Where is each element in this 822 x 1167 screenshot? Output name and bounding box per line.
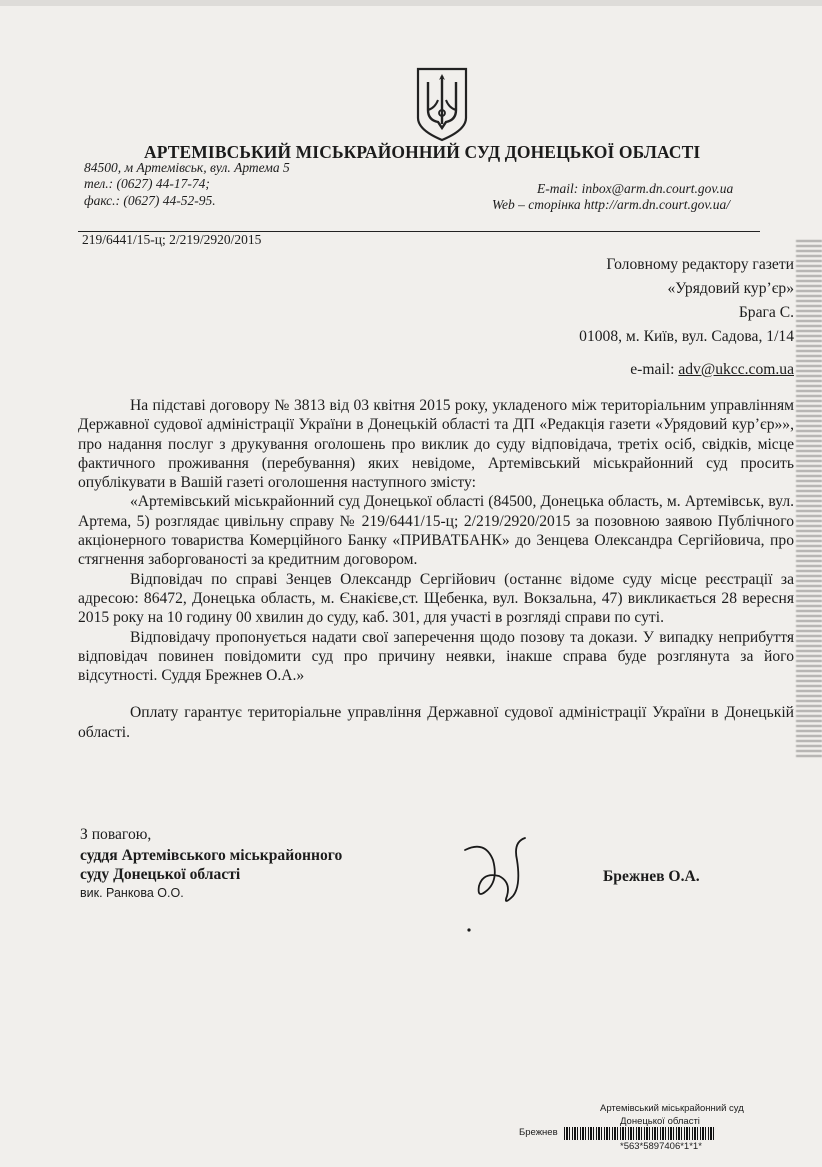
scan-edge-top — [0, 0, 822, 6]
body-paragraph-3: Відповідач по справі Зенцев Олександр Сергійович (останнє відоме суду місце реєстрації за адресою: 86472, Донецька область, м. Єнакієве,ст. Щебенка, вул. Вокзальна, 47) викликається 28 вересня 2015 року на 10 годину 00 хвилин до суду, каб. 301, для участі в розгляді справи по суті. — [78, 570, 794, 627]
recipient-email-link[interactable]: adv@ukcc.com.ua — [678, 361, 794, 378]
court-fax: факс.: (0627) 44-52-95. — [84, 193, 216, 208]
signer-title-line-2: суду Донецької області — [80, 866, 241, 883]
handwritten-signature — [455, 830, 585, 940]
barcode-number: *563*5897406*1*1* — [620, 1141, 702, 1152]
recipient-line-3: Брага С. — [738, 304, 794, 321]
body-paragraph-4: Відповідачу пропонується надати свої заперечення щодо позову та докази. У випадку неприбуття відповідач повинен повідомити суд про причину неявки, інакше справа буде розглянута за його відсутності. Суддя Брежнев О.А.» — [78, 628, 794, 685]
court-phone: тел.: (0627) 44-17-74; — [84, 176, 210, 191]
barcode-prefix: Брежнев — [519, 1127, 558, 1138]
barcode-icon — [564, 1127, 714, 1140]
court-name: АРТЕМІВСЬКИЙ МІСЬКРАЙОННИЙ СУД ДОНЕЦЬКОЇ ОБЛАСТІ — [144, 142, 701, 162]
recipient-line-1: Головному редактору газети — [606, 256, 794, 273]
court-address: 84500, м Артемівськ, вул. Артема 5 — [84, 160, 290, 175]
body-paragraph-1: На підставі договору № 3813 від 03 квітня 2015 року, укладеного між територіальним управлінням Державної судової адміністрації України в Донецькій області та ДП «Редакція газети «Урядовий кур’єр»», про надання послуг з друкування оголошень про виклик до суду відповідача, третіх осіб, свідків, місце фактичного проживання (перебування) яких невідоме, Артемівський міськрайонний суд просить опублікувати в Вашій газеті оголошення наступного змісту: — [78, 397, 794, 492]
signer-title-line-1: суддя Артемівського міськрайонного — [80, 847, 343, 864]
registration-court-name: Артемівський міськрайонний суд — [600, 1103, 744, 1114]
scan-edge-right — [796, 240, 822, 760]
closing-regards: З повагою, — [80, 826, 152, 843]
court-website: Web – сторінка http://arm.dn.court.gov.ua/ — [492, 197, 731, 212]
coat-of-arms-icon — [414, 66, 470, 142]
body-paragraph-5: Оплату гарантує територіальне управління Державної судової адміністрації України в Донецькій області. — [78, 704, 794, 741]
recipient-line-4: 01008, м. Київ, вул. Садова, 1/14 — [579, 328, 794, 345]
recipient-email-line — [630, 361, 794, 379]
registration-region: Донецької області — [620, 1116, 700, 1127]
case-reference: 219/6441/15-ц; 2/219/2920/2015 — [82, 232, 262, 247]
court-email: E-mail: inbox@arm.dn.court.gov.ua — [537, 181, 734, 196]
executor-name: вик. Ранкова О.О. — [80, 886, 184, 900]
signer-name: Брежнев О.А. — [603, 868, 700, 885]
recipient-line-2: «Урядовий кур’єр» — [667, 280, 794, 297]
recipient-email-label: e-mail: — [630, 361, 679, 378]
letter-body — [78, 396, 794, 742]
body-paragraph-2: «Артемівський міськрайонний суд Донецької області (84500, Донецька область, м. Артемівськ, вул. Артема, 5) розглядає цивільну справу № 219/6441/15-ц; 2/219/2920/2015 за позовною заявою Публічного акціонерного товариства Комерційного Банку «ПРИВАТБАНК» до Зенцева Олександра Сергійовича, про стягнення заборгованості за кредитним договором. — [78, 493, 794, 569]
